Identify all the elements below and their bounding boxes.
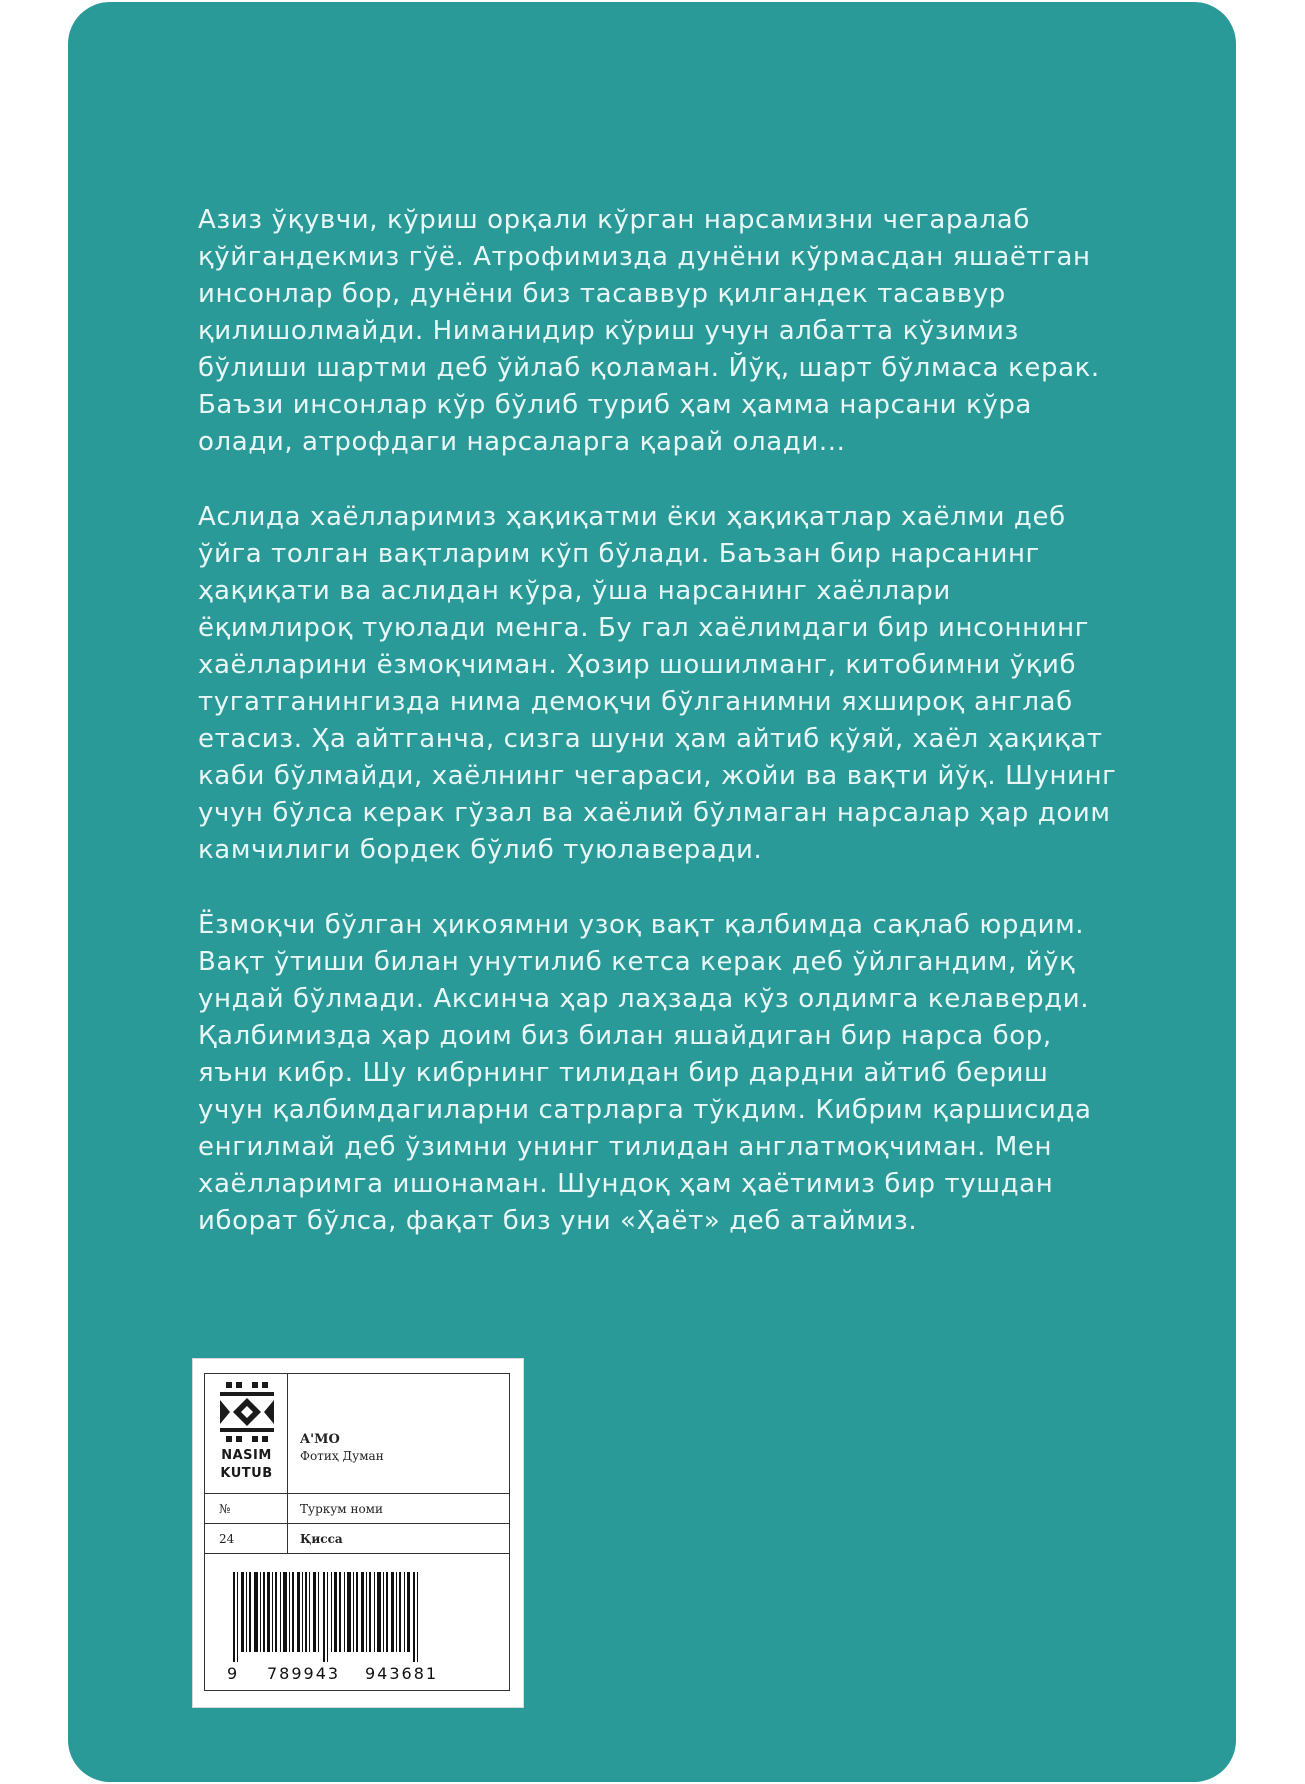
blurb-paragraph-3: Ёзмоқчи бўлган ҳикоямни узоқ вақт қалбимда сақлаб юрдим. Вақт ўтиши билан унутилиб кетса керак деб ўйлгандим, йўқ ундай бўлмади. Аксинча ҳар лаҳзада кўз олдимга келаверди. Қалбимизда ҳар доим биз билан яшайдиган бир нарса бор, яъни кибр. Шу кибрнинг тилидан бир дардни айтиб бериш учун қалбимдагиларни сатрларга тўкдим. Кибрим қаршисида енгилмай деб ўзимни унинг тилидан англатмоқчиман. Мен хаёлларимга ишонаман. Шундоқ ҳам ҳаётимиз бир тушдан иборат бўлса, фақат биз уни «Ҳаёт» деб атаймиз.	[198, 910, 1092, 1236]
publisher-logo	[205, 1374, 288, 1493]
book-info	[300, 1432, 384, 1463]
publisher-logo-icon	[220, 1382, 274, 1442]
publisher-name-line1: NASIM	[221, 1448, 272, 1463]
book-title: A'MO	[300, 1432, 340, 1447]
publisher-label	[192, 1358, 524, 1708]
series-row	[205, 1494, 509, 1524]
label-header-row	[205, 1374, 509, 1494]
isbn-digits-left: 789943	[267, 1664, 341, 1683]
genre-name: Қисса	[300, 1532, 343, 1546]
blurb-paragraph-1: Азиз ўқувчи, кўриш орқали кўрган нарсамизни чегаралаб қўйгандекмиз гўё. Атрофимизда дунёни кўрмасдан яшаётган инсонлар бор, дунёни биз тасаввур қилгандек тасаввур қилишолмайди. Ниманидир кўриш учун албатта кўзимиз бўлиши шартми деб ўйлаб қоламан. Йўқ, шарт бўлмаса керак. Баъзи инсонлар кўр бўлиб туриб ҳам ҳамма нарсани кўра олади, атрофдаги нарсаларга қарай олади...	[198, 205, 1100, 457]
blurb-text	[198, 202, 1188, 1278]
genre-row	[205, 1524, 509, 1554]
series-number: №	[205, 1494, 288, 1523]
barcode-icon	[219, 1572, 449, 1662]
series-name: Туркум номи	[300, 1502, 384, 1516]
isbn-digits-right: 943681	[365, 1664, 439, 1683]
book-back-cover	[68, 2, 1236, 1782]
blurb-paragraph-2: Аслида хаёлларимиз ҳақиқатми ёки ҳақиқатлар хаёлми деб ўйга толган вақтларим кўп бўлади. Баъзан бир нарсанинг ҳақиқати ва аслидан кўра, ўша нарсанинг хаёллари ёқимлироқ туюлади менга. Бу гал хаёлимдаги бир инсоннинг хаёлларини ёзмоқчиман. Ҳозир шошилманг, китобимни ўқиб тугатганингизда нима демоқчи бўлганимни яхшироқ англаб етасиз. Ҳа айтганча, сизга шуни ҳам айтиб қўяй, хаёл ҳақиқат каби бўлмайди, хаёлнинг чегараси, жойи ва вақти йўқ. Шунинг учун бўлса керак гўзал ва хаёлий бўлмаган нарсалар ҳар доим камчилиги бордек бўлиб туюлаверади.	[198, 502, 1117, 865]
genre-number: 24	[205, 1524, 288, 1553]
isbn-digit-first: 9	[227, 1664, 240, 1683]
book-author: Фотиҳ Думан	[300, 1449, 384, 1463]
publisher-name-line2: KUTUB	[220, 1466, 273, 1481]
label-frame	[204, 1373, 510, 1691]
